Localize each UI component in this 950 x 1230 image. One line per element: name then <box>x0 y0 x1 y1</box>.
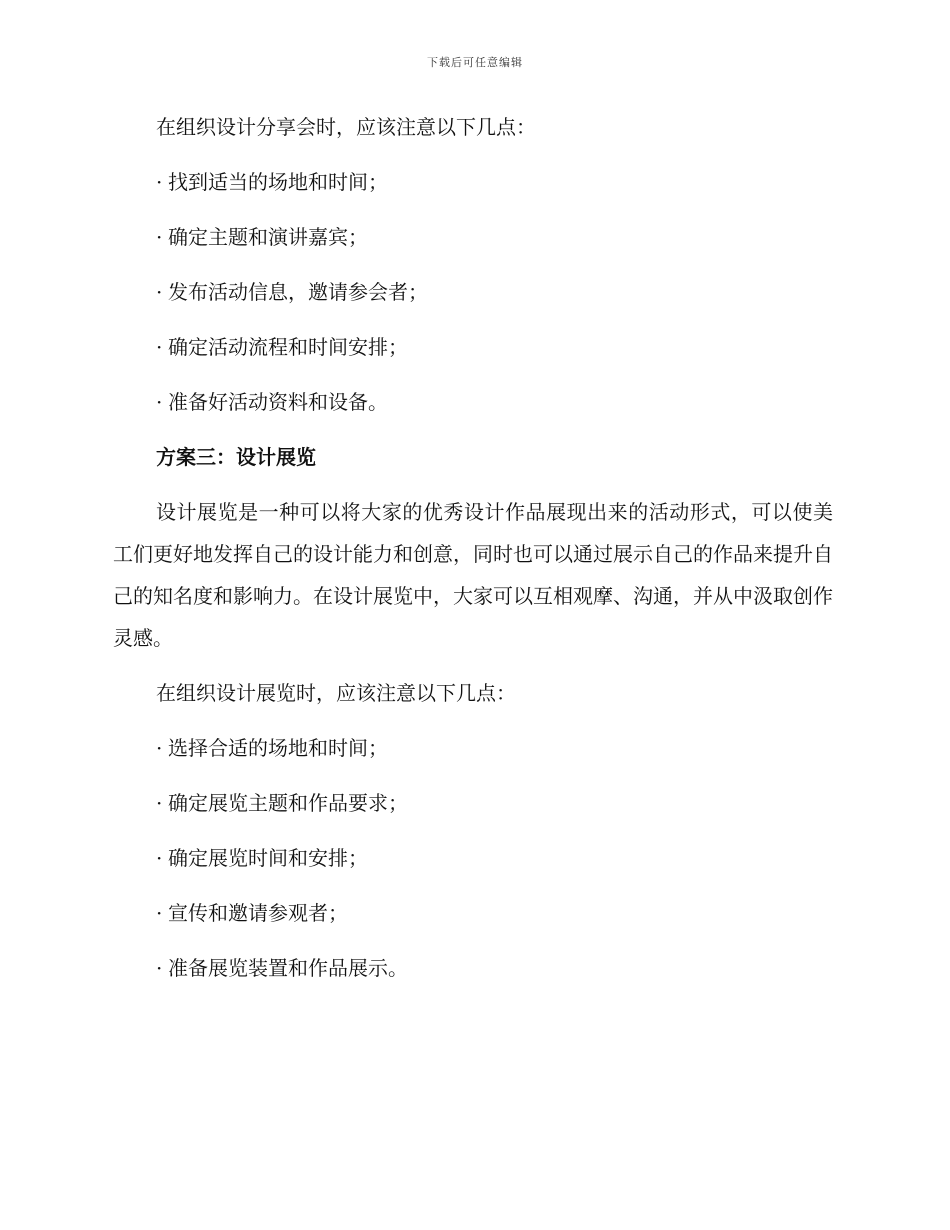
list-item <box>113 892 833 934</box>
list-item <box>113 326 833 368</box>
bullet-dot: · <box>156 846 163 870</box>
bullet-dot: · <box>156 225 163 249</box>
list-item-text: 找到适当的场地和时间； <box>168 170 388 194</box>
document-content <box>113 106 833 1002</box>
list-item <box>113 782 833 824</box>
header-note: 下载后可任意编辑 <box>427 56 523 69</box>
list-item-text: 宣传和邀请参观者； <box>168 901 348 925</box>
list-item <box>113 161 833 203</box>
list-item <box>113 381 833 423</box>
section2-intro: 在组织设计展览时，应该注意以下几点： <box>156 681 516 705</box>
list-item-text: 准备展览装置和作品展示。 <box>168 956 408 980</box>
bullet-dot: · <box>156 736 163 760</box>
section2-body: 设计展览是一种可以将大家的优秀设计作品展现出来的活动形式，可以使美工们更好地发挥自己的设计能力和创意，同时也可以通过展示自己的作品来提升自己的知名度和影响力。在设计展览中，大家可以互相观摩、沟通，并从中汲取创作灵感。 <box>113 500 833 650</box>
list-item <box>113 216 833 258</box>
bullet-dot: · <box>156 335 163 359</box>
list-item-text: 确定活动流程和时间安排； <box>168 335 408 359</box>
section1-intro: 在组织设计分享会时，应该注意以下几点： <box>156 115 536 139</box>
list-item <box>113 271 833 313</box>
section-heading: 方案三：设计展览 <box>156 445 316 469</box>
list-item <box>113 837 833 879</box>
bullet-dot: · <box>156 956 163 980</box>
list-item <box>113 947 833 989</box>
list-item-text: 准备好活动资料和设备。 <box>168 390 388 414</box>
list-item-text: 发布活动信息，邀请参会者； <box>168 280 428 304</box>
bullet-dot: · <box>156 280 163 304</box>
bullet-dot: · <box>156 791 163 815</box>
bullet-dot: · <box>156 390 163 414</box>
list-item-text: 确定展览主题和作品要求； <box>168 791 408 815</box>
list-item <box>113 727 833 769</box>
list-item-text: 确定主题和演讲嘉宾； <box>168 225 368 249</box>
bullet-dot: · <box>156 901 163 925</box>
list-item-text: 选择合适的场地和时间； <box>168 736 388 760</box>
list-item-text: 确定展览时间和安排； <box>168 846 368 870</box>
bullet-dot: · <box>156 170 163 194</box>
